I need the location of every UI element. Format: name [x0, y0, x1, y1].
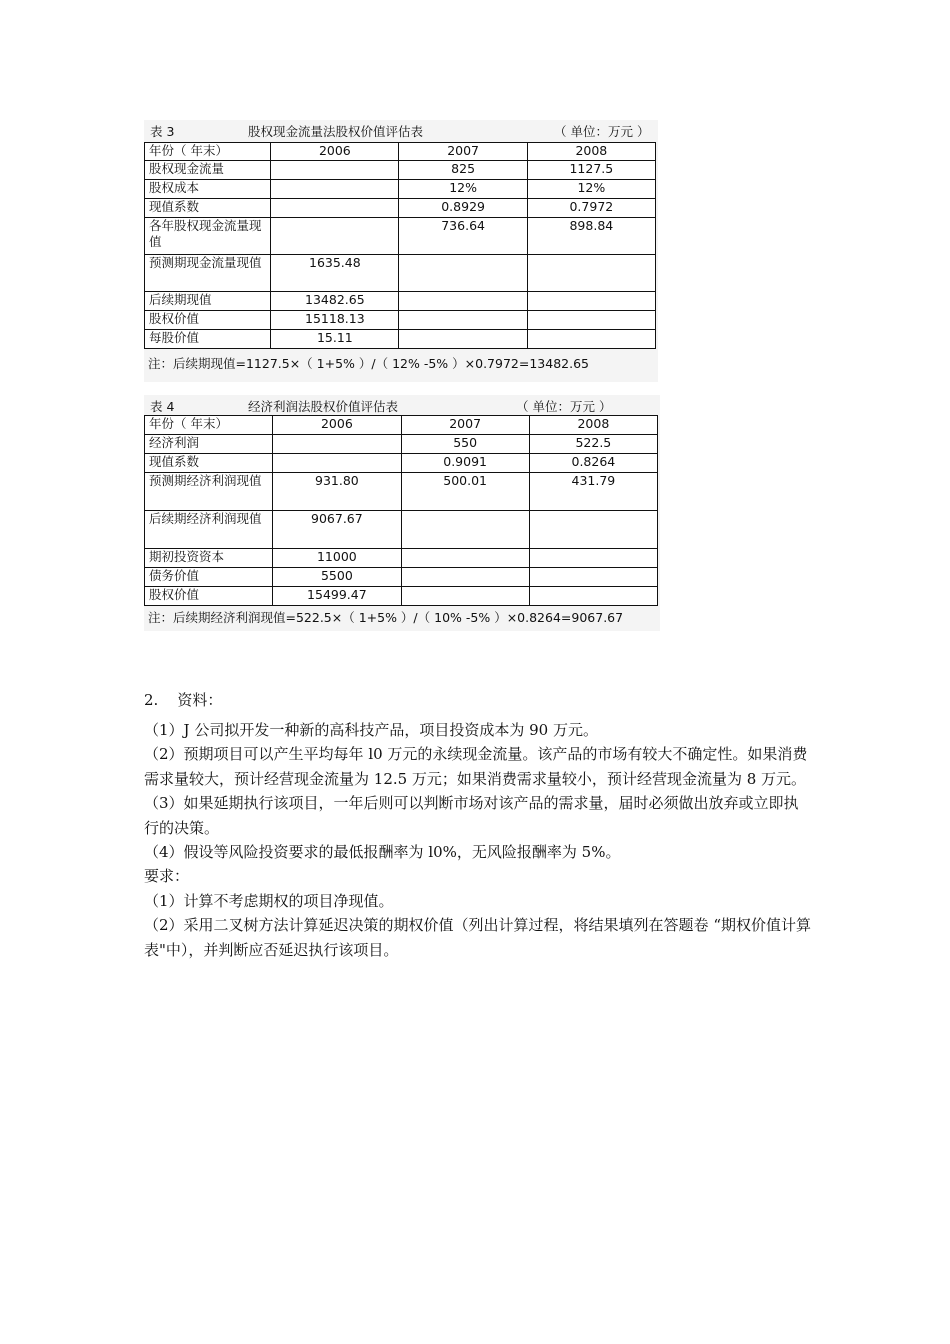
cell-2006 [273, 454, 401, 473]
cell-2008 [529, 511, 657, 549]
cell-2007: 500.01 [401, 473, 529, 511]
cell-2007 [401, 587, 529, 606]
table3-header-2007: 2007 [399, 143, 527, 161]
cell-2008: 0.8264 [529, 454, 657, 473]
cell-2008: 898.84 [527, 218, 655, 255]
table4-header-2007: 2007 [401, 416, 529, 435]
cell-2007 [399, 311, 527, 330]
row-label: 预测期现金流量现值 [145, 255, 271, 292]
cell-2006 [271, 161, 399, 180]
table4-grid [144, 415, 658, 606]
paragraph: （1）J 公司拟开发一种新的高科技产品，项目投资成本为 90 万元。 [144, 721, 598, 739]
cell-2008 [529, 568, 657, 587]
row-label: 现值系数 [145, 454, 273, 473]
paragraph: （4）假设等风险投资要求的最低报酬率为 l0%，无风险报酬率为 5%。 [144, 843, 621, 862]
cell-2006: 11000 [273, 549, 401, 568]
cell-2006 [271, 199, 399, 218]
row-label: 经济利润 [145, 435, 273, 454]
cell-2008: 12% [527, 180, 655, 199]
cell-2008 [527, 330, 655, 349]
cell-2008 [529, 587, 657, 606]
paragraph: （2）预期项目可以产生平均每年 l0 万元的永续现金流量。该产品的市场有较大不确定性。如果消费需求量较大，预计经营现金流量为 12.5 万元；如果消费需求量较小，预计经营现金流量为 8 万元。 [144, 745, 808, 788]
table3-header-year: 年份（ 年末） [145, 143, 271, 161]
cell-2006: 15.11 [271, 330, 399, 349]
row-label: 股权成本 [145, 180, 271, 199]
cell-2007: 825 [399, 161, 527, 180]
cell-2006 [271, 218, 399, 255]
cell-2007: 736.64 [399, 218, 527, 255]
cell-2008 [527, 311, 655, 330]
table3-title: 股权现金流量法股权价值评估表 [248, 124, 424, 139]
cell-2006: 15118.13 [271, 311, 399, 330]
cell-2006: 1635.48 [271, 255, 399, 292]
paragraph: （2）采用二叉树方法计算延迟决策的期权价值（列出计算过程，将结果填列在答题卷 “期权价值计算表"中），并判断应否延迟执行该项目。 [144, 916, 811, 959]
cell-2007: 12% [399, 180, 527, 199]
table4-header-row [145, 416, 658, 435]
table3-image [144, 120, 658, 382]
cell-2007 [399, 292, 527, 311]
cell-2008: 431.79 [529, 473, 657, 511]
table4-image [144, 395, 660, 631]
cell-2008: 0.7972 [527, 199, 655, 218]
row-label: 每股价值 [145, 330, 271, 349]
table3-header-2006: 2006 [271, 143, 399, 161]
table-row [145, 435, 658, 454]
table3-grid [144, 142, 656, 349]
table3-header-row [145, 143, 656, 161]
row-label: 股权价值 [145, 587, 273, 606]
cell-2007: 0.9091 [401, 454, 529, 473]
cell-2008 [529, 549, 657, 568]
table4-number: 表 4 [150, 399, 175, 414]
table-row [145, 180, 656, 199]
requirements-heading: 要求： [144, 867, 190, 886]
cell-2008: 1127.5 [527, 161, 655, 180]
cell-2008: 522.5 [529, 435, 657, 454]
table-row [145, 511, 658, 549]
row-label: 股权价值 [145, 311, 271, 330]
cell-2007 [399, 255, 527, 292]
table4-header-2008: 2008 [529, 416, 657, 435]
cell-2006 [273, 435, 401, 454]
table-row [145, 161, 656, 180]
table-row [145, 218, 656, 255]
row-label: 后续期经济利润现值 [145, 511, 273, 549]
row-label: 各年股权现金流量现值 [145, 218, 271, 255]
table-row [145, 454, 658, 473]
table-row [145, 292, 656, 311]
paragraph: （1）计算不考虑期权的项目净现值。 [144, 891, 394, 910]
table3-number: 表 3 [150, 124, 175, 139]
table-row [145, 549, 658, 568]
table3-unit: （ 单位：万元 ） [554, 124, 650, 139]
cell-2008 [527, 292, 655, 311]
section2-heading: 2. 资料： [144, 691, 223, 709]
cell-2007 [401, 511, 529, 549]
cell-2007: 0.8929 [399, 199, 527, 218]
table4-title: 经济利润法股权价值评估表 [248, 399, 399, 414]
paragraph: （3）如果延期执行该项目，一年后则可以判断市场对该产品的需求量，届时必须做出放弃或立即执行的决策。 [144, 794, 799, 837]
cell-2006: 9067.67 [273, 511, 401, 549]
table-row [145, 473, 658, 511]
cell-2006 [271, 180, 399, 199]
table4-caption [144, 395, 660, 415]
cell-2007 [401, 549, 529, 568]
table-row [145, 587, 658, 606]
cell-2008 [527, 255, 655, 292]
cell-2007 [399, 330, 527, 349]
table4-header-2006: 2006 [273, 416, 401, 435]
row-label: 期初投资资本 [145, 549, 273, 568]
table4-header-year: 年份（ 年末） [145, 416, 273, 435]
cell-2007: 550 [401, 435, 529, 454]
row-label: 股权现金流量 [145, 161, 271, 180]
table3-note: 注：后续期现值=1127.5×（ 1+5% ）/（ 12% -5% ）×0.7972=13482.65 [148, 356, 589, 371]
cell-2006: 931.80 [273, 473, 401, 511]
table4-unit: （ 单位：万元 ） [516, 399, 612, 414]
cell-2007 [401, 568, 529, 587]
table-row [145, 568, 658, 587]
table-row [145, 255, 656, 292]
table4-note: 注：后续期经济利润现值=522.5×（ 1+5% ）/（ 10% -5% ）×0.8264=9067.67 [148, 610, 624, 625]
table-row [145, 330, 656, 349]
cell-2006: 15499.47 [273, 587, 401, 606]
section2-body [144, 718, 812, 962]
cell-2006: 13482.65 [271, 292, 399, 311]
table3-header-2008: 2008 [527, 143, 655, 161]
row-label: 现值系数 [145, 199, 271, 218]
table-row [145, 199, 656, 218]
row-label: 后续期现值 [145, 292, 271, 311]
cell-2006: 5500 [273, 568, 401, 587]
table3-caption [144, 120, 658, 140]
row-label: 债务价值 [145, 568, 273, 587]
row-label: 预测期经济利润现值 [145, 473, 273, 511]
table-row [145, 311, 656, 330]
